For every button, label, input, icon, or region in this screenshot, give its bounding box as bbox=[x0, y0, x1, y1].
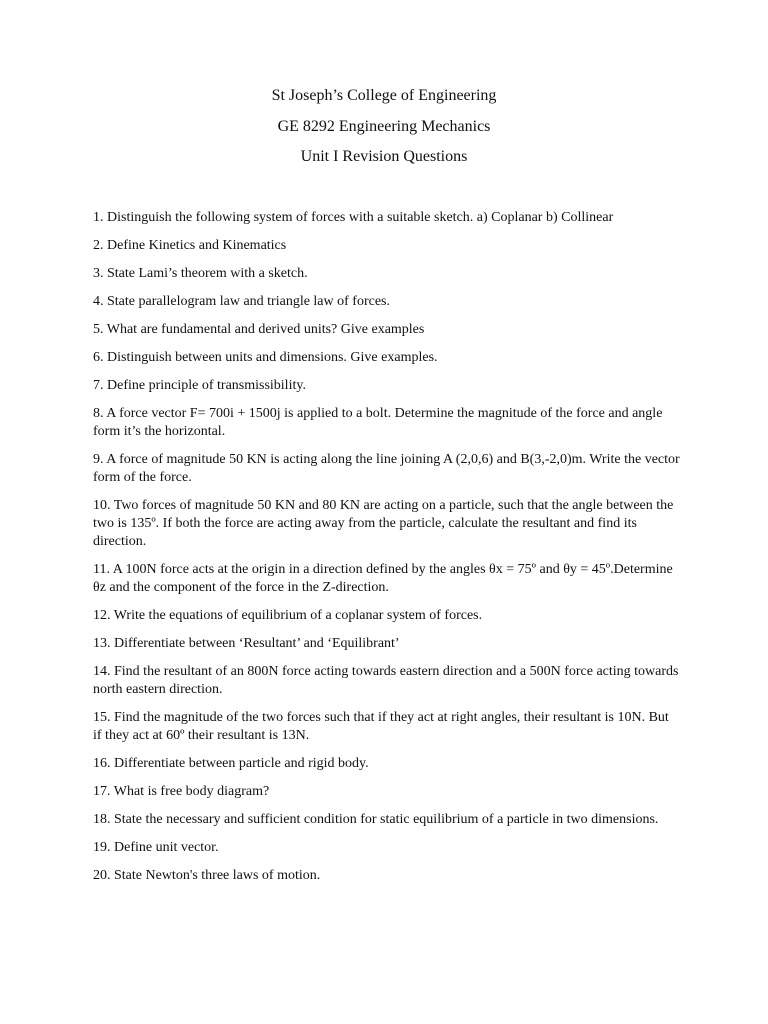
question-item: 5. What are fundamental and derived units? Give examples bbox=[93, 322, 425, 337]
question-item: 9. A force of magnitude 50 KN is acting along the line joining A (2,0,6) and B(3,-2,0)m. Write the vector form of the force. bbox=[93, 452, 680, 485]
question-item: 16. Differentiate between particle and rigid body. bbox=[93, 756, 369, 771]
question-item: 19. Define unit vector. bbox=[93, 840, 219, 855]
question-item: 13. Differentiate between ‘Resultant’ and ‘Equilibrant’ bbox=[93, 636, 400, 651]
question-item: 4. State parallelogram law and triangle law of forces. bbox=[93, 294, 390, 309]
question-item: 10. Two forces of magnitude 50 KN and 80 KN are acting on a particle, such that the angle between the two is 135º. If both the force are acting away from the particle, calculate the resultant and find its direction. bbox=[93, 498, 674, 549]
question-item: 7. Define principle of transmissibility. bbox=[93, 378, 306, 393]
question-list bbox=[93, 209, 680, 895]
question-item: 11. A 100N force acts at the origin in a direction defined by the angles θx = 75º and θy = 45º.Determine θz and the component of the force in the Z-direction. bbox=[93, 562, 673, 595]
unit-title: Unit I Revision Questions bbox=[300, 148, 468, 165]
course-title: GE 8292 Engineering Mechanics bbox=[277, 117, 491, 135]
question-item: 20. State Newton's three laws of motion. bbox=[93, 868, 321, 883]
question-item: 15. Find the magnitude of the two forces such that if they act at right angles, their resultant is 10N. But if they act at 60º their resultant is 13N. bbox=[93, 710, 669, 743]
question-item: 17. What is free body diagram? bbox=[93, 784, 270, 799]
question-item: 12. Write the equations of equilibrium of a coplanar system of forces. bbox=[93, 608, 483, 623]
question-item: 3. State Lami’s theorem with a sketch. bbox=[93, 266, 308, 281]
question-item: 6. Distinguish between units and dimensions. Give examples. bbox=[93, 350, 438, 365]
document-header bbox=[0, 86, 768, 178]
college-name: St Joseph’s College of Engineering bbox=[271, 87, 497, 104]
question-item: 1. Distinguish the following system of forces with a suitable sketch. a) Coplanar b) Collinear bbox=[93, 210, 614, 225]
question-item: 8. A force vector F= 700i + 1500j is applied to a bolt. Determine the magnitude of the force and angle form it’s the horizontal. bbox=[93, 406, 663, 439]
question-item: 18. State the necessary and sufficient condition for static equilibrium of a particle in two dimensions. bbox=[93, 812, 659, 827]
question-item: 2. Define Kinetics and Kinematics bbox=[93, 238, 287, 253]
question-item: 14. Find the resultant of an 800N force acting towards eastern direction and a 500N force acting towards north eastern direction. bbox=[93, 664, 679, 697]
